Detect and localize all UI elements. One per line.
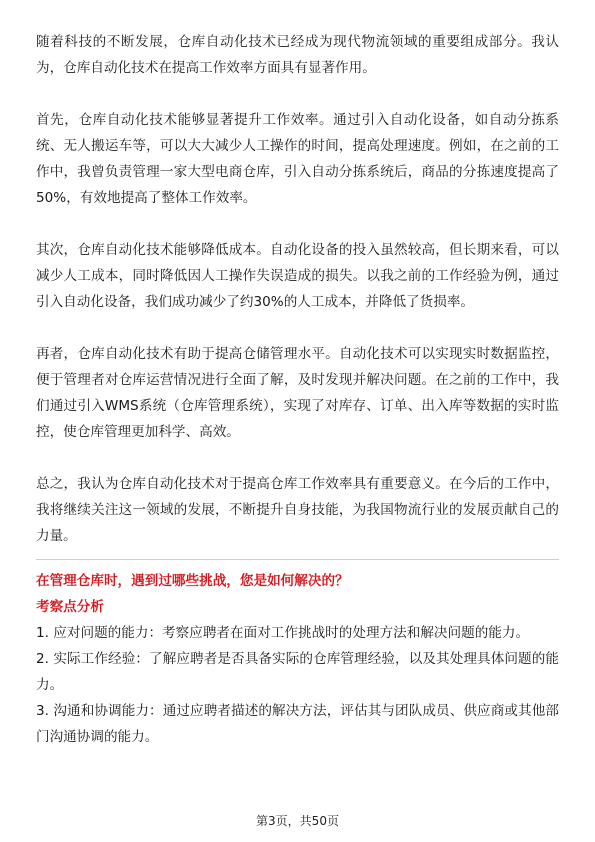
analysis-points xyxy=(36,620,559,750)
section-divider xyxy=(36,559,559,560)
interview-question: 在管理仓库时，遇到过哪些挑战，您是如何解决的？ xyxy=(36,573,349,589)
paragraph-intro: 随着科技的不断发展，仓库自动化技术已经成为现代物流领域的重要组成部分。我认为，仓库自动化技术在提高工作效率方面具有显著作用。 xyxy=(36,34,559,76)
paragraph-cost: 其次，仓库自动化技术能够降低成本。自动化设备的投入虽然较高，但长期来看，可以减少人工成本，同时降低因人工操作失误造成的损失。以我之前的工作经验为例，通过引入自动化设备，我们成功减少了约30%的人工成本，并降低了货损率。 xyxy=(36,242,559,310)
page-number: 第3页，共50页 xyxy=(256,814,339,828)
analysis-point: 1. 应对问题的能力：考察应聘者在面对工作挑战时的处理方法和解决问题的能力。 xyxy=(36,625,530,641)
page-content xyxy=(36,29,559,750)
paragraph-efficiency: 首先，仓库自动化技术能够显著提升工作效率。通过引入自动化设备，如自动分拣系统、无人搬运车等，可以大大减少人工操作的时间，提高处理速度。例如，在之前的工作中，我曾负责管理一家大型电商仓库，引入自动分拣系统后，商品的分拣速度提高了50%，有效地提高了整体工作效率。 xyxy=(36,112,559,206)
analysis-point: 3. 沟通和协调能力：通过应聘者描述的解决方法，评估其与团队成员、供应商或其他部门沟通协调的能力。 xyxy=(36,703,559,745)
analysis-heading: 考察点分析 xyxy=(36,599,104,615)
analysis-point: 2. 实际工作经验：了解应聘者是否具备实际的仓库管理经验，以及其处理具体问题的能力。 xyxy=(36,651,559,693)
paragraph-conclusion: 总之，我认为仓库自动化技术对于提高仓库工作效率具有重要意义。在今后的工作中，我将继续关注这一领域的发展，不断提升自身技能，为我国物流行业的发展贡献自己的力量。 xyxy=(36,476,559,544)
paragraph-management: 再者，仓库自动化技术有助于提高仓储管理水平。自动化技术可以实现实时数据监控，便于管理者对仓库运营情况进行全面了解，及时发现并解决问题。在之前的工作中，我们通过引入WMS系统（仓库管理系统），实现了对库存、订单、出入库等数据的实时监控，使仓库管理更加科学、高效。 xyxy=(36,346,559,440)
